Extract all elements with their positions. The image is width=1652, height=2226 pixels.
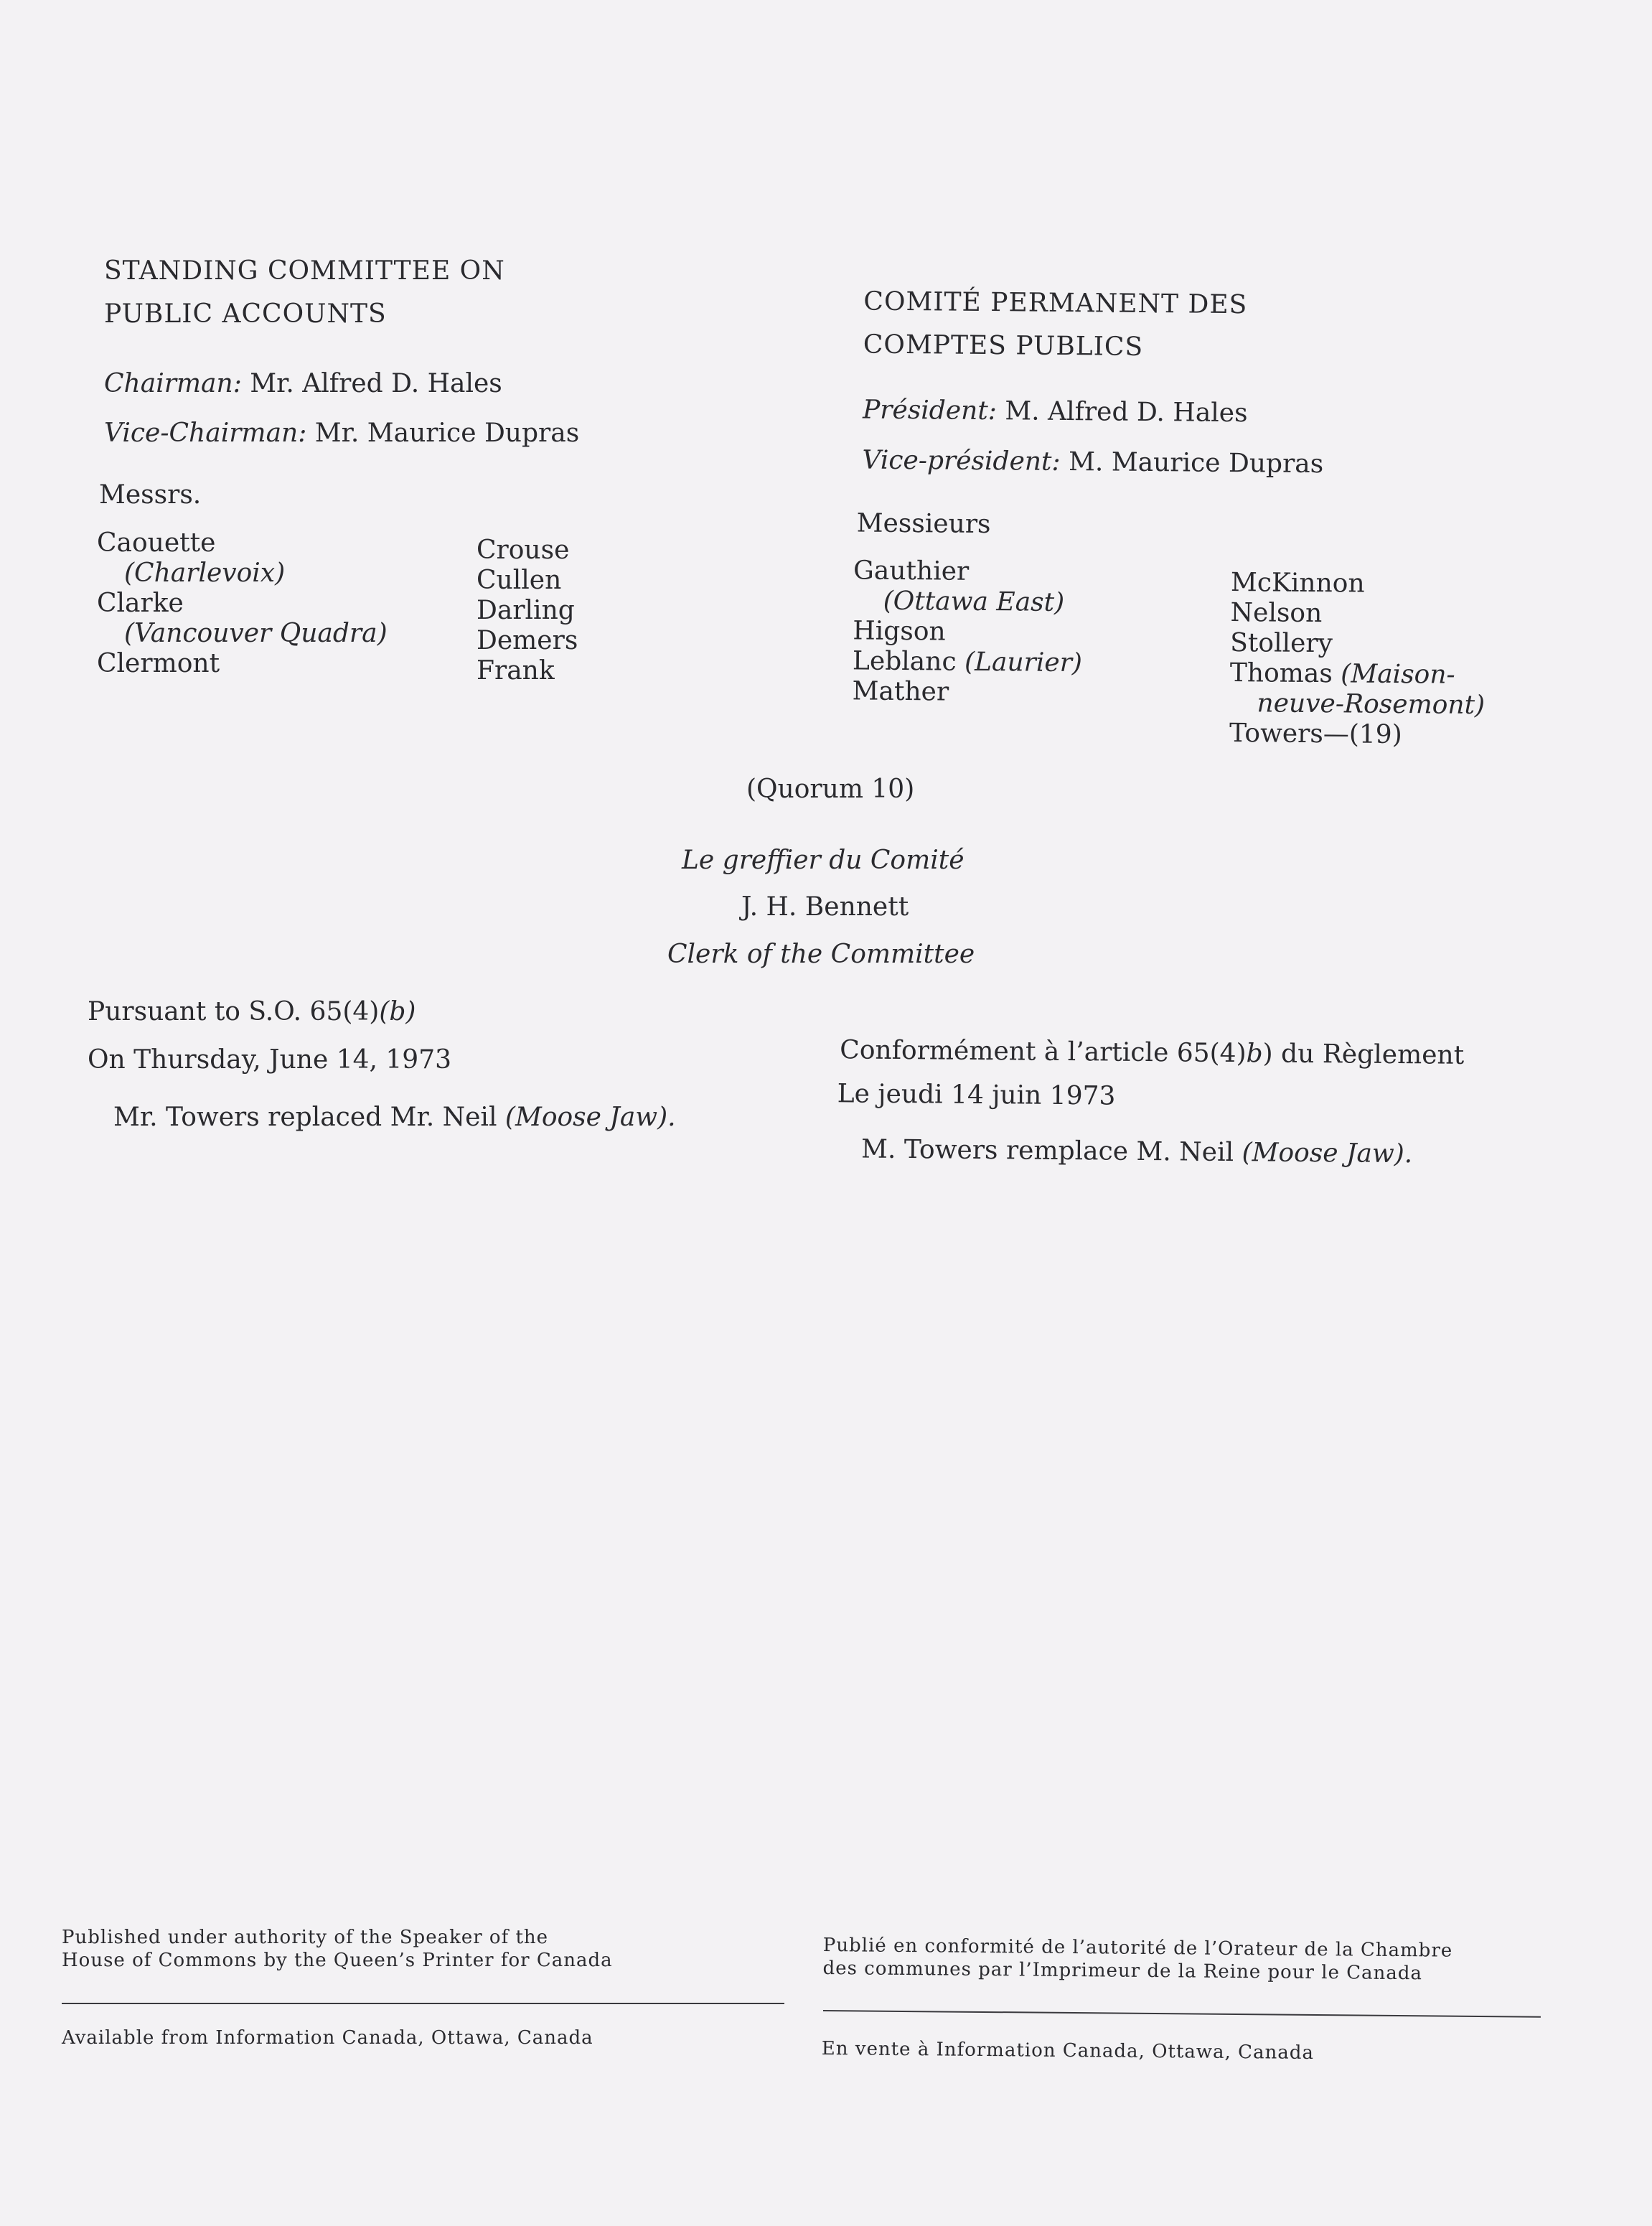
member-riding-vancouver-quadra: (Vancouver Quadra): [124, 619, 388, 648]
member-demers: Demers: [477, 626, 578, 655]
member-clermont: Clermont: [97, 649, 220, 678]
committee-title-fr: [863, 281, 1248, 370]
committee-title-fr-line2: COMPTES PUBLICS: [863, 329, 1144, 362]
committee-title-en-line2: PUBLIC ACCOUNTS: [104, 299, 387, 329]
authority-fr-post: ) du Règlement: [1262, 1039, 1465, 1070]
authority-fr-text: Conformément à l’article 65(4): [840, 1035, 1247, 1069]
vice-chairman-label-fr: Vice-président:: [862, 445, 1061, 477]
quorum: (Quorum 10): [746, 775, 915, 804]
footer-rule-en: [62, 2003, 784, 2004]
member-towers: Towers—(19): [1229, 718, 1402, 750]
date-fr: Le jeudi 14 juin 1973: [837, 1079, 1116, 1111]
member-thomas-row: [1230, 658, 1486, 691]
member-frank: Frank: [477, 656, 555, 686]
authority-en-sub: (b): [379, 997, 416, 1027]
published-en-line1: Published under authority of the Speaker of the: [62, 1927, 549, 1948]
vice-chairman-name-fr: M. Maurice Dupras: [1068, 447, 1324, 480]
committee-title-en: [104, 250, 505, 336]
available-en: Available from Information Canada, Ottawa, Canada: [62, 2027, 593, 2049]
published-en: [62, 1926, 613, 1972]
member-stollery: Stollery: [1230, 627, 1333, 659]
members-heading-fr: Messieurs: [856, 508, 991, 540]
chairman-name-fr: M. Alfred D. Hales: [1005, 396, 1248, 429]
authority-fr: [840, 1035, 1464, 1071]
date-en: On Thursday, June 14, 1973: [88, 1045, 452, 1075]
vice-chairman-name-en: Mr. Maurice Dupras: [314, 418, 580, 448]
chairman-en: [104, 369, 502, 399]
member-riding-laurier: (Laurier): [964, 647, 1083, 678]
replacement-fr-text: M. Towers remplace M. Neil: [860, 1134, 1234, 1168]
member-darling: Darling: [477, 596, 575, 625]
member-clarke: Clarke: [97, 589, 184, 618]
published-fr-line2: des communes par l’Imprimeur de la Reine pour le Canada: [822, 1957, 1423, 1985]
member-riding-ottawa-east: (Ottawa East): [883, 586, 1065, 617]
member-leblanc-row: [853, 646, 1082, 678]
members-col2-en: [477, 536, 578, 686]
authority-en: [88, 997, 416, 1027]
member-caouette: Caouette: [97, 528, 216, 558]
member-cullen: Cullen: [477, 566, 562, 595]
available-fr: En vente à Information Canada, Ottawa, Canada: [821, 2038, 1315, 2064]
published-fr-line1: Publié en conformité de l’autorité de l’Orateur de la Chambre: [822, 1935, 1453, 1962]
footer-rule-fr: [823, 2010, 1541, 2018]
committee-title-en-line1: STANDING COMMITTEE ON: [104, 256, 505, 286]
chairman-name-en: Mr. Alfred D. Hales: [250, 369, 502, 398]
replacement-fr-riding: (Moose Jaw).: [1242, 1138, 1413, 1169]
member-riding-rosemont: neuve-Rosemont): [1257, 688, 1486, 721]
vice-chairman-fr: [862, 446, 1323, 480]
replacement-fr: [861, 1135, 1413, 1170]
authority-en-text: Pursuant to S.O. 65(4): [88, 997, 380, 1027]
clerk-title-fr: Le greffier du Comité: [682, 846, 965, 875]
committee-title-fr-line1: COMITÉ PERMANENT DES: [863, 286, 1248, 320]
published-en-line2: House of Commons by the Queen’s Printer for Canada: [62, 1950, 613, 1971]
chairman-label-en: Chairman:: [104, 369, 242, 398]
members-col2-fr: [1229, 568, 1486, 751]
clerk-name: J. H. Bennett: [741, 892, 909, 922]
member-leblanc: Leblanc: [852, 646, 957, 677]
member-nelson: Nelson: [1230, 597, 1323, 629]
replacement-en: [113, 1103, 676, 1133]
vice-chairman-en: [104, 418, 579, 449]
member-crouse: Crouse: [477, 536, 570, 565]
replacement-en-riding: (Moose Jaw).: [504, 1103, 676, 1132]
member-gauthier: Gauthier: [853, 556, 970, 586]
members-heading-en: Messrs.: [99, 480, 202, 510]
authority-fr-sub: b: [1246, 1039, 1263, 1069]
chairman-label-fr: Président:: [862, 395, 998, 426]
member-mather: Mather: [852, 676, 949, 707]
clerk-title-en: Clerk of the Committee: [667, 940, 975, 969]
member-mckinnon: McKinnon: [1230, 567, 1365, 599]
vice-chairman-label-en: Vice-Chairman:: [104, 418, 307, 448]
replacement-en-text: Mr. Towers replaced Mr. Neil: [113, 1103, 497, 1132]
members-col1-en: [97, 528, 388, 679]
published-fr: [822, 1934, 1452, 1986]
member-riding-maison: (Maison-: [1341, 659, 1455, 690]
members-col1-fr: [852, 556, 1083, 709]
member-thomas: Thomas: [1229, 658, 1333, 689]
member-higson: Higson: [853, 616, 946, 647]
chairman-fr: [863, 396, 1248, 429]
member-riding-charlevoix: (Charlevoix): [124, 558, 286, 588]
